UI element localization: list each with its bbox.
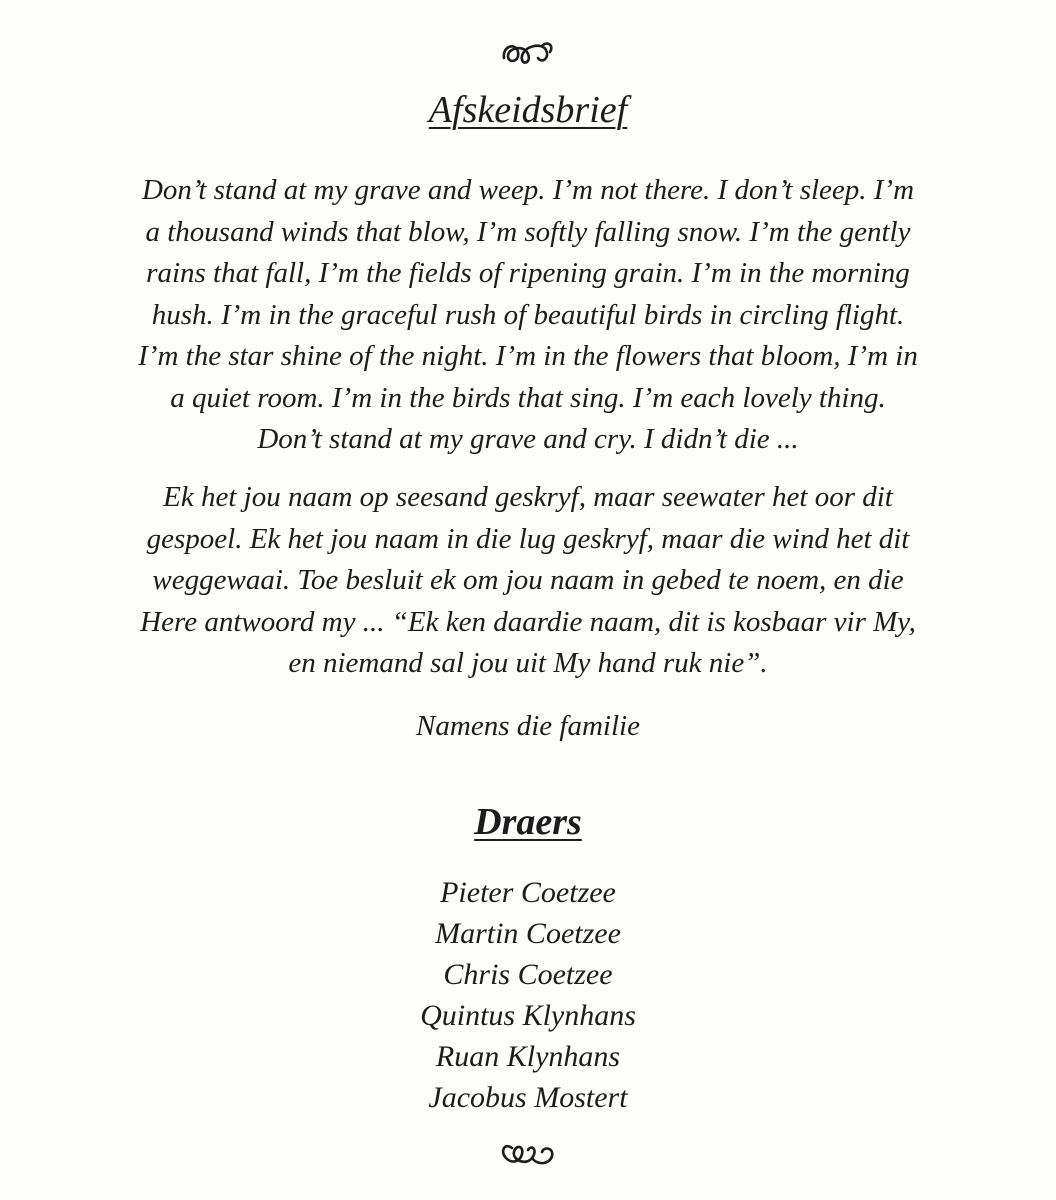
ornament-top-icon xyxy=(0,36,1056,75)
english-poem xyxy=(20,170,1036,461)
flourish-top-icon xyxy=(498,36,558,70)
list-item: Martin Coetzee xyxy=(435,917,621,950)
section-title-draers: Draers xyxy=(474,801,582,843)
afrikaans-line: Ek het jou naam op seesand geskryf, maar seewater het oor dit xyxy=(163,481,893,513)
afrikaans-text xyxy=(20,477,1036,685)
list-item: Quintus Klynhans xyxy=(420,999,636,1032)
page-title-afskeidsbrief: Afskeidsbrief xyxy=(428,89,628,131)
list-item: Ruan Klynhans xyxy=(435,1040,621,1073)
poem-line: rains that fall, I’m the fields of ripening grain. I’m in the morning xyxy=(146,257,910,289)
afrikaans-line: gespoel. Ek het jou naam in die lug geskryf, maar die wind het dit xyxy=(146,522,910,555)
flourish-bottom-icon xyxy=(498,1138,558,1172)
poem-line: hush. I’m in the graceful rush of beautiful birds in circling flight. xyxy=(151,298,905,331)
poem-line: a quiet room. I’m in the birds that sing. I’m each lovely thing. xyxy=(170,381,886,414)
bearers-list xyxy=(0,872,1056,1118)
poem-line: Don’t stand at my grave and weep. I’m not there. I don’t sleep. I’m xyxy=(141,174,915,206)
list-item: Jacobus Mostert xyxy=(428,1081,628,1114)
list-item: Pieter Coetzee xyxy=(440,876,616,909)
afrikaans-line: weggewaai. Toe besluit ek om jou naam in gebed te noem, en die xyxy=(152,564,904,596)
poem-line: a thousand winds that blow, I’m softly falling snow. I’m the gently xyxy=(145,215,911,248)
family-signoff: Namens die familie xyxy=(416,710,640,742)
afrikaans-line: en niemand sal jou uit My hand ruk nie”. xyxy=(288,647,768,679)
poem-line: I’m the star shine of the night. I’m in the flowers that bloom, I’m in xyxy=(138,340,918,372)
list-item: Chris Coetzee xyxy=(443,958,613,991)
ornament-bottom-icon xyxy=(0,1138,1056,1177)
afrikaans-line: Here antwoord my ... “Ek ken daardie naam, dit is kosbaar vir My, xyxy=(140,605,916,638)
poem-line: Don’t stand at my grave and cry. I didn’t die ... xyxy=(257,423,799,455)
